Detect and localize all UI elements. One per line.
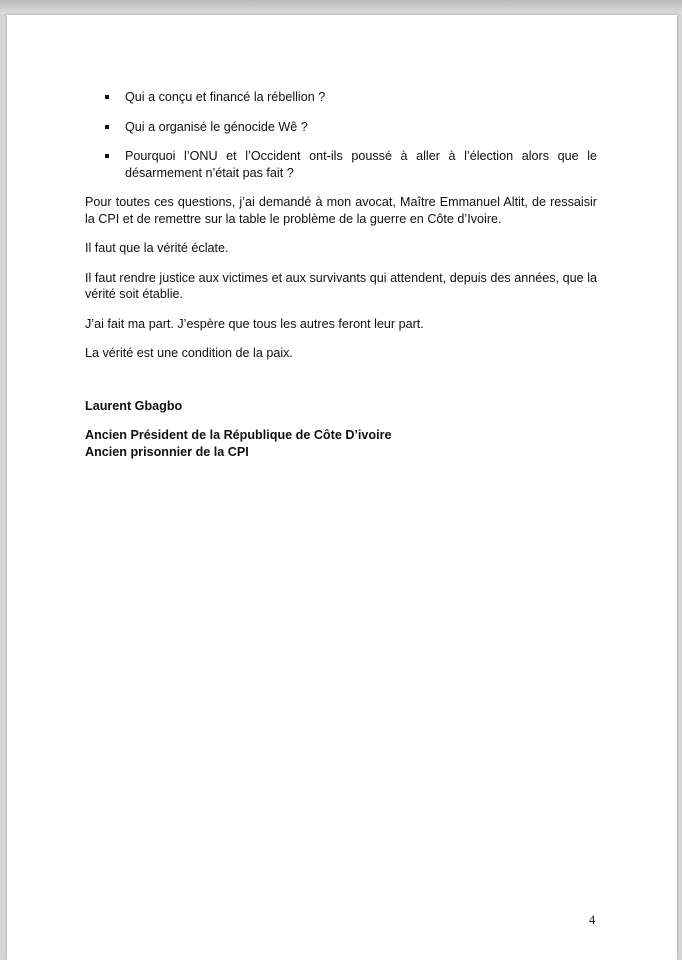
document-body [85,89,597,460]
paragraph-lawyer: Pour toutes ces questions, j’ai demandé à mon avocat, Maître Emmanuel Altit, de ressaisir la CPI et de remettre sur la table le problème de la guerre en Côte d’Ivoire. [85,195,597,226]
signature-name: Laurent Gbagbo [85,398,183,413]
signature-title: Ancien Président de la République de Côte D’ivoire [85,428,392,442]
list-item [85,119,597,136]
signature-block [85,398,597,461]
bullet-square-icon [105,154,109,158]
page-number: 4 [589,913,596,927]
paragraph-truth: Il faut que la vérité éclate. [85,241,229,255]
question-list [85,89,597,181]
bullet-square-icon [105,95,109,99]
list-item-text: Qui a organisé le génocide Wê ? [125,119,308,134]
bullet-square-icon [105,125,109,129]
paragraph-my-part: J’ai fait ma part. J’espère que tous les autres feront leur part. [85,316,424,331]
list-item-text: Pourquoi l’ONU et l’Occident ont-ils poussé à aller à l’élection alors que le désarmement n’était pas fait ? [125,149,597,180]
signature-title-secondary: Ancien prisonnier de la CPI [85,444,249,459]
paragraph-justice: Il faut rendre justice aux victimes et aux survivants qui attendent, depuis des années, que la vérité soit établie. [85,270,597,301]
document-page [7,15,677,960]
list-item [85,89,597,106]
paragraph-peace: La vérité est une condition de la paix. [85,346,293,360]
list-item-text: Qui a conçu et financé la rébellion ? [125,90,326,104]
list-item [85,148,597,181]
background-edge [0,0,682,14]
